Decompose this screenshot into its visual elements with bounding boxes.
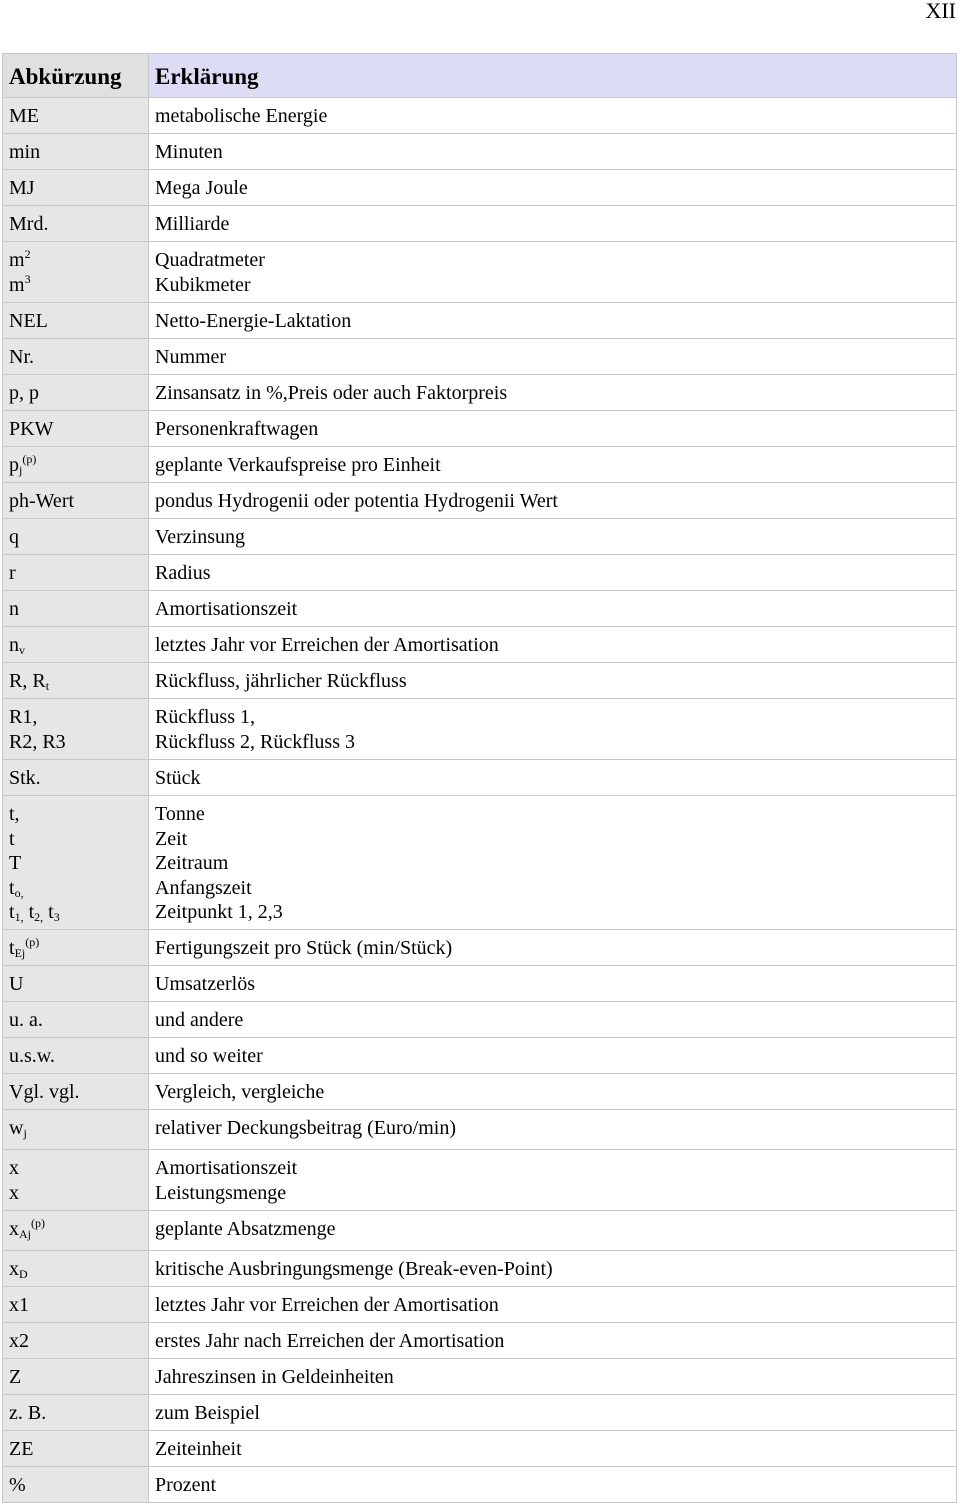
abbreviation-line [9, 104, 142, 129]
abbreviation-line [9, 851, 142, 876]
abbreviation-text: Vgl. vgl. [9, 1081, 80, 1103]
explanation-cell [149, 134, 957, 170]
abbreviation-text: ZE [9, 1438, 34, 1460]
explanation-cell [149, 555, 957, 591]
abbreviation-text: z. B. [9, 1402, 47, 1424]
abbreviation-subscript: t [45, 679, 50, 693]
abbreviation-cell [3, 966, 149, 1002]
abbreviation-superscript: (p) [22, 452, 37, 466]
explanation-line: Zeit [155, 827, 188, 850]
abbreviation-text: x [9, 1258, 19, 1280]
abbreviation-text: PKW [9, 418, 54, 440]
abbreviation-line [9, 1437, 142, 1462]
explanation-cell [149, 1359, 957, 1395]
abbreviation-subscript: j [23, 1126, 27, 1140]
explanation-line: Leistungsmenge [155, 1181, 287, 1204]
abbreviation-line [9, 1008, 142, 1033]
explanation-cell [149, 699, 957, 760]
abbreviation-text: t [9, 876, 15, 899]
explanation-line: Personenkraftwagen [155, 418, 319, 440]
table-row [3, 375, 957, 411]
abbreviation-text: t, [9, 803, 20, 825]
abbreviation-text: t [48, 901, 54, 923]
explanation-cell [149, 170, 957, 206]
explanation-cell [149, 98, 957, 134]
abbreviation-line [9, 1401, 142, 1426]
abbreviation-text: R1, [9, 706, 38, 728]
abbreviation-subscript: 3 [53, 910, 60, 924]
abbreviation-line [9, 212, 142, 237]
table-row [3, 1251, 957, 1287]
abbreviation-line [9, 876, 142, 901]
abbreviation-cell [3, 1211, 149, 1251]
explanation-cell [149, 1431, 957, 1467]
table-row [3, 447, 957, 483]
explanation-cell [149, 242, 957, 303]
explanation-line: und so weiter [155, 1045, 263, 1067]
abbreviation-subscript: Ej [14, 946, 26, 960]
abbreviation-line [9, 1080, 142, 1105]
explanation-cell [149, 1211, 957, 1251]
explanation-cell [149, 591, 957, 627]
abbreviation-line [9, 900, 142, 925]
abbreviation-cell [3, 591, 149, 627]
abbreviation-superscript: (p) [31, 1216, 45, 1230]
abbreviation-text: t [9, 827, 15, 850]
abbreviation-cell [3, 483, 149, 519]
table-row [3, 1359, 957, 1395]
explanation-cell [149, 930, 957, 966]
explanation-cell [149, 1395, 957, 1431]
abbreviation-line [9, 766, 142, 791]
abbreviation-text: u. a. [9, 1009, 43, 1031]
abbreviation-text: Nr. [9, 346, 34, 368]
explanation-line: Anfangszeit [155, 876, 252, 899]
table-row [3, 1431, 957, 1467]
abbreviation-line [9, 972, 142, 997]
abbreviation-line [9, 669, 142, 694]
abbreviation-text: m [9, 249, 25, 271]
abbreviation-text: x1 [9, 1294, 29, 1316]
abbreviation-superscript: 2 [24, 247, 31, 261]
explanation-line: Umsatzerlös [155, 973, 255, 995]
abbreviation-cell [3, 663, 149, 699]
abbreviation-text: x [9, 1157, 19, 1179]
abbreviation-cell [3, 1467, 149, 1503]
abbreviation-text: m [9, 273, 25, 296]
abbreviation-text: R2, R3 [9, 730, 66, 753]
abbreviation-text: Stk. [9, 767, 41, 789]
abbreviation-line [9, 248, 142, 273]
abbreviation-text: p [9, 454, 19, 476]
table-row [3, 627, 957, 663]
explanation-line: Prozent [155, 1474, 217, 1496]
table-row [3, 1211, 957, 1251]
abbreviation-line [9, 936, 142, 961]
abbreviation-line [9, 453, 142, 478]
abbreviation-line [9, 1217, 142, 1242]
table-row [3, 591, 957, 627]
explanation-line: geplante Verkaufspreise pro Einheit [155, 454, 441, 476]
abbreviation-subscript: o, [14, 885, 24, 900]
abbreviation-line [9, 309, 142, 334]
explanation-cell [149, 1467, 957, 1503]
explanation-line: letztes Jahr vor Erreichen der Amortisation [155, 634, 499, 656]
table-row [3, 1287, 957, 1323]
abbreviation-text: t [9, 937, 15, 959]
explanation-line: Nummer [155, 346, 227, 368]
table-row [3, 206, 957, 242]
abbreviation-text: n [9, 634, 19, 656]
table-row [3, 760, 957, 796]
abbreviation-subscript: Aj [19, 1227, 31, 1241]
explanation-cell [149, 206, 957, 242]
abbreviation-cell [3, 206, 149, 242]
explanation-cell [149, 663, 957, 699]
explanation-line: Radius [155, 562, 211, 584]
abbreviation-text: Mrd. [9, 213, 49, 235]
table-header-row [3, 54, 957, 98]
explanation-line: Zeitraum [155, 852, 229, 874]
explanation-line: Rückfluss 1, [155, 706, 255, 728]
abbreviation-superscript: 3 [24, 271, 31, 286]
abbreviation-cell [3, 760, 149, 796]
explanation-line: Amortisationszeit [155, 598, 298, 620]
abbreviation-text: R, R [9, 670, 46, 692]
abbreviation-cell [3, 447, 149, 483]
abbreviation-text: x [9, 1181, 19, 1204]
explanation-cell [149, 966, 957, 1002]
abbreviation-cell [3, 339, 149, 375]
table-row [3, 303, 957, 339]
abbreviation-subscript: D [19, 1267, 28, 1281]
table-row [3, 1038, 957, 1074]
abbreviation-line [9, 1329, 142, 1354]
abbreviation-text: ME [9, 105, 39, 127]
abbreviation-subscript: j [19, 463, 23, 477]
abbreviation-cell [3, 1038, 149, 1074]
explanation-line: letztes Jahr vor Erreichen der Amortisation [155, 1294, 499, 1316]
abbreviation-line [9, 176, 142, 201]
table-row [3, 483, 957, 519]
abbreviation-line [9, 525, 142, 550]
abbreviation-cell [3, 519, 149, 555]
abbreviation-line [9, 273, 142, 298]
abbreviation-line [9, 705, 142, 730]
abbreviation-cell [3, 134, 149, 170]
table-row [3, 519, 957, 555]
abbreviation-line [9, 1365, 142, 1390]
abbreviation-text: ph-Wert [9, 490, 75, 512]
explanation-line: Zinsansatz in %,Preis oder auch Faktorpreis [155, 382, 508, 404]
explanation-cell [149, 1002, 957, 1038]
explanation-cell [149, 1287, 957, 1323]
explanation-cell [149, 1038, 957, 1074]
explanation-line: Jahreszinsen in Geldeinheiten [155, 1366, 394, 1388]
abbreviation-table [2, 53, 957, 1503]
explanation-line: Kubikmeter [155, 273, 251, 296]
table-row [3, 966, 957, 1002]
explanation-line: kritische Ausbringungsmenge (Break-even-Point) [155, 1258, 553, 1280]
table-row [3, 699, 957, 760]
explanation-line: Rückfluss, jährlicher Rückfluss [155, 670, 407, 692]
abbreviation-cell [3, 1395, 149, 1431]
abbreviation-cell [3, 411, 149, 447]
abbreviation-line [9, 561, 142, 586]
explanation-line: Netto-Energie-Laktation [155, 310, 352, 332]
header-abbreviation: Abkürzung [3, 54, 149, 98]
explanation-line: Vergleich, vergleiche [155, 1081, 325, 1103]
explanation-cell [149, 411, 957, 447]
explanation-cell [149, 303, 957, 339]
abbreviation-text: t [28, 901, 35, 923]
abbreviation-text: x2 [9, 1330, 29, 1352]
abbreviation-text: x [9, 1218, 19, 1240]
abbreviation-cell [3, 627, 149, 663]
abbreviation-text: min [9, 141, 41, 163]
header-explanation: Erklärung [149, 54, 957, 98]
explanation-cell [149, 1074, 957, 1110]
abbreviation-cell [3, 1323, 149, 1359]
table-row [3, 1150, 957, 1211]
table-row [3, 1074, 957, 1110]
explanation-cell [149, 375, 957, 411]
abbreviation-text: q [9, 526, 19, 548]
abbreviation-cell [3, 796, 149, 930]
explanation-line: Tonne [155, 803, 205, 825]
table-row [3, 1467, 957, 1503]
table-row [3, 930, 957, 966]
explanation-cell [149, 1150, 957, 1211]
abbreviation-text: T [9, 852, 22, 874]
explanation-line: relativer Deckungsbeitrag (Euro/min) [155, 1117, 456, 1139]
explanation-line: Mega Joule [155, 177, 248, 199]
abbreviation-line [9, 802, 142, 827]
abbreviation-cell [3, 930, 149, 966]
explanation-line: metabolische Energie [155, 105, 328, 127]
abbreviation-line [9, 730, 142, 755]
abbreviation-line [9, 633, 142, 658]
abbreviation-line [9, 1293, 142, 1318]
abbreviation-line [9, 345, 142, 370]
abbreviation-line [9, 1473, 142, 1498]
abbreviation-subscript: 2, [34, 910, 44, 924]
explanation-line: Rückfluss 2, Rückfluss 3 [155, 730, 355, 753]
explanation-line: Milliarde [155, 213, 230, 235]
table-row [3, 134, 957, 170]
abbreviation-line [9, 417, 142, 442]
abbreviation-line [9, 1257, 142, 1282]
abbreviation-line [9, 1156, 142, 1181]
table-row [3, 555, 957, 591]
abbreviation-cell [3, 1074, 149, 1110]
explanation-line: Minuten [155, 141, 223, 163]
abbreviation-cell [3, 375, 149, 411]
table-row [3, 1323, 957, 1359]
abbreviation-line [9, 1181, 142, 1206]
explanation-line: Stück [155, 767, 201, 789]
abbreviation-line [9, 1044, 142, 1069]
abbreviation-cell [3, 1150, 149, 1211]
explanation-cell [149, 627, 957, 663]
abbreviation-superscript: (p) [25, 935, 40, 949]
abbreviation-text: n [9, 598, 19, 620]
abbreviation-cell [3, 555, 149, 591]
abbreviation-text: % [9, 1474, 26, 1496]
table-row [3, 411, 957, 447]
abbreviation-text: NEL [9, 310, 48, 332]
abbreviation-line [9, 1116, 142, 1141]
explanation-line: Fertigungszeit pro Stück (min/Stück) [155, 937, 453, 959]
abbreviation-text: w [9, 1117, 24, 1139]
abbreviation-line [9, 489, 142, 514]
abbreviation-cell [3, 170, 149, 206]
explanation-line: und andere [155, 1009, 244, 1031]
explanation-line: Amortisationszeit [155, 1157, 298, 1179]
explanation-line: Zeiteinheit [155, 1438, 242, 1460]
abbreviation-cell [3, 1359, 149, 1395]
explanation-line: geplante Absatzmenge [155, 1218, 336, 1240]
abbreviation-cell [3, 1251, 149, 1287]
abbreviation-cell [3, 1110, 149, 1150]
abbreviation-cell [3, 1431, 149, 1467]
explanation-cell [149, 1251, 957, 1287]
table-row [3, 1002, 957, 1038]
abbreviation-text: u.s.w. [9, 1045, 55, 1067]
explanation-cell [149, 1110, 957, 1150]
explanation-cell [149, 447, 957, 483]
explanation-cell [149, 339, 957, 375]
explanation-line: Verzinsung [155, 526, 245, 548]
explanation-cell [149, 760, 957, 796]
abbreviation-text: p, p [9, 382, 39, 404]
abbreviation-cell [3, 699, 149, 760]
abbreviation-subscript: 1, [14, 910, 24, 924]
explanation-cell [149, 1323, 957, 1359]
abbreviation-text: U [9, 973, 24, 995]
explanation-line: erstes Jahr nach Erreichen der Amortisation [155, 1330, 505, 1352]
table-row [3, 98, 957, 134]
explanation-cell [149, 519, 957, 555]
abbreviation-line [9, 827, 142, 852]
abbreviation-cell [3, 1287, 149, 1323]
table-row [3, 796, 957, 930]
explanation-cell [149, 796, 957, 930]
table-row [3, 339, 957, 375]
abbreviation-line [9, 381, 142, 406]
table-row [3, 1110, 957, 1150]
table-row [3, 170, 957, 206]
table-row [3, 1395, 957, 1431]
table-row [3, 242, 957, 303]
abbreviation-text: r [9, 562, 16, 584]
table-row [3, 663, 957, 699]
abbreviation-cell [3, 98, 149, 134]
explanation-line: Zeitpunkt 1, 2,3 [155, 901, 283, 923]
abbreviation-cell [3, 242, 149, 303]
abbreviation-line [9, 140, 142, 165]
abbreviation-text: Z [9, 1366, 22, 1388]
abbreviation-line [9, 597, 142, 622]
abbreviation-subscript: v [19, 643, 25, 657]
abbreviation-text: t [9, 901, 15, 923]
explanation-line: zum Beispiel [155, 1402, 260, 1424]
explanation-cell [149, 483, 957, 519]
abbreviation-cell [3, 303, 149, 339]
page-number: XII [925, 0, 956, 23]
explanation-line: pondus Hydrogenii oder potentia Hydrogenii Wert [155, 490, 558, 512]
abbreviation-text: MJ [9, 177, 35, 199]
explanation-line: Quadratmeter [155, 249, 265, 271]
abbreviation-cell [3, 1002, 149, 1038]
